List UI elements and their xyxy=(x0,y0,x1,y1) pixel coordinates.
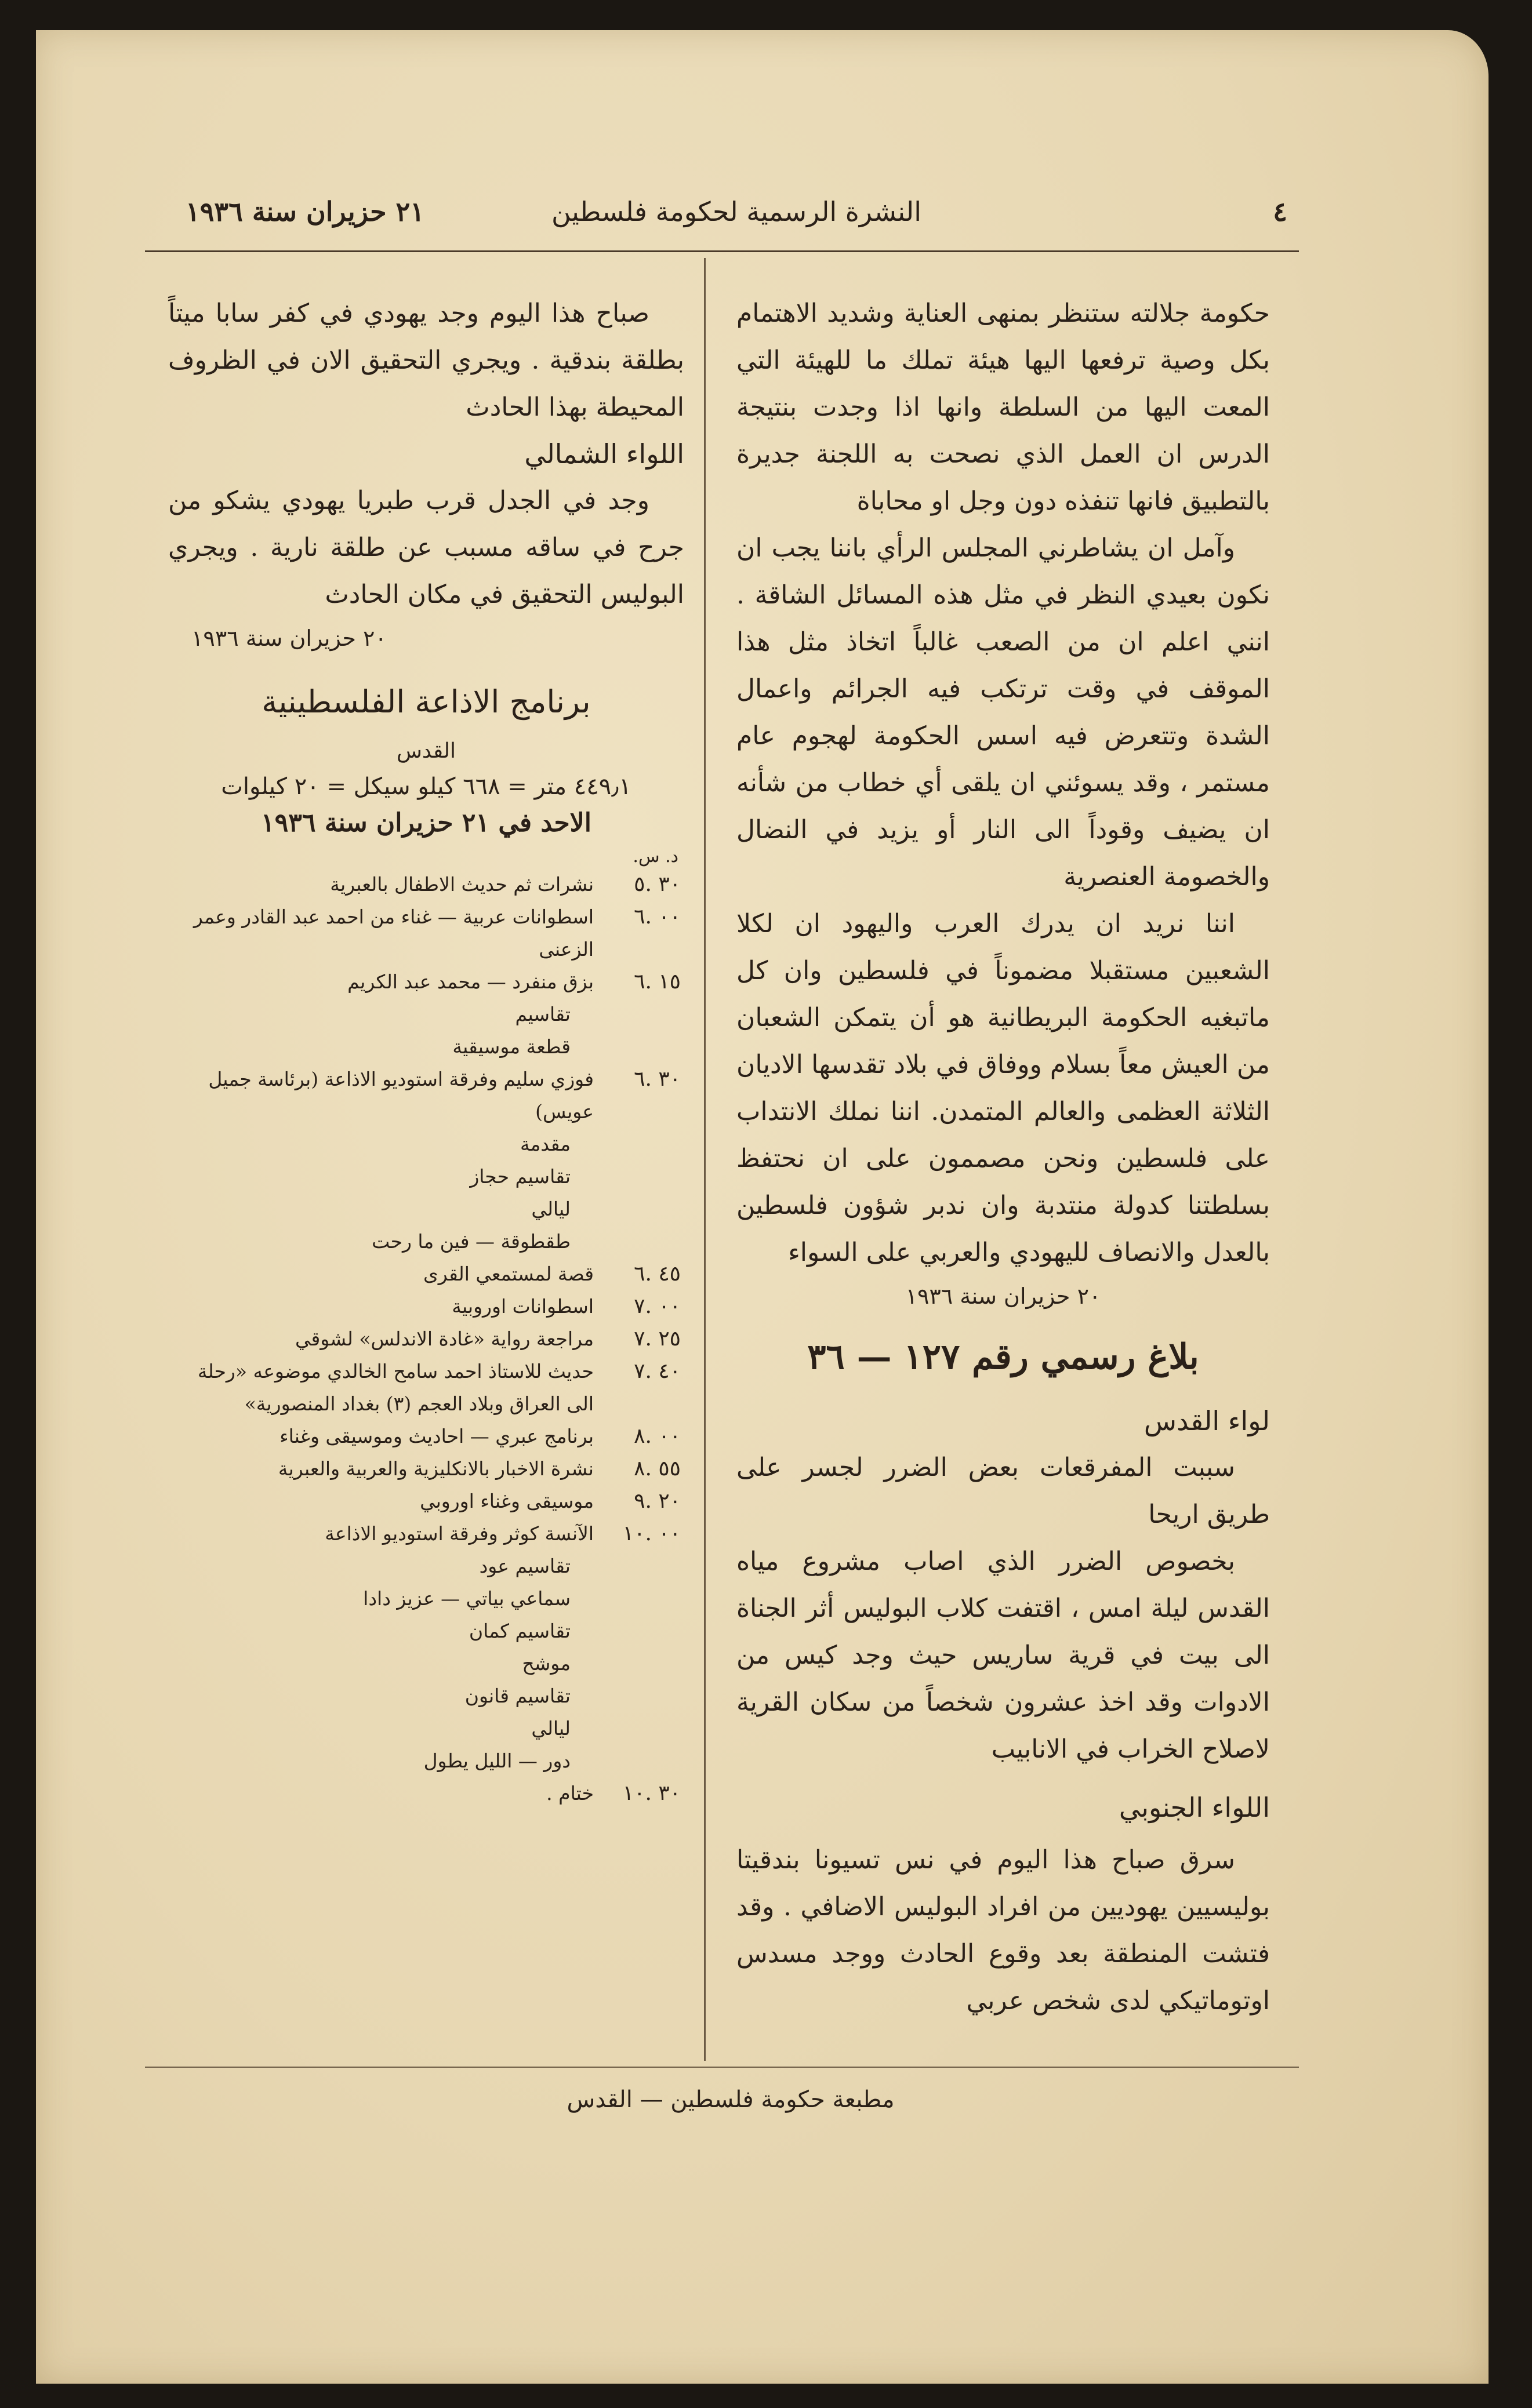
schedule-item: الآنسة كوثر وفرقة استوديو الاذاعة xyxy=(325,1522,594,1545)
schedule-row xyxy=(168,1258,684,1290)
page-number: ٤ xyxy=(1273,196,1287,227)
radio-city: القدس xyxy=(396,739,456,763)
dateline: ٢٠ حزيران سنة ١٩٣٦ xyxy=(191,625,387,651)
schedule-row xyxy=(168,966,684,998)
footer-rule xyxy=(145,2067,1299,2068)
right-column xyxy=(736,290,1270,2024)
schedule-item: مراجعة رواية «غادة الاندلس» لشوقي xyxy=(295,1327,594,1350)
communique-title: بلاغ رسمي رقم ١٢٧ — ٣٦ xyxy=(807,1337,1199,1377)
district-heading: لواء القدس xyxy=(1143,1405,1270,1436)
district-heading: اللواء الجنوبي xyxy=(1119,1792,1270,1823)
paragraph: سرق صباح هذا اليوم في نس تسيونا بندقيتا بوليسيين يهوديين من افراد البوليس الاضافي . وقد فتشت المنطقة بعد وقوع الحادث ووجد مسدس اوتوماتيكي لدى شخص عربي xyxy=(736,1845,1270,2016)
schedule-row xyxy=(168,1583,684,1615)
schedule-item: تقاسيم حجاز xyxy=(470,1165,571,1188)
schedule-item: ختام . xyxy=(546,1782,594,1805)
schedule-item: طقطوقة — فين ما رحت xyxy=(372,1230,571,1253)
schedule-item: اسطوانات عربية — غناء من احمد عبد القادر وعمر الزعنى xyxy=(193,905,594,961)
schedule-time: ٣٠ .١٠ xyxy=(622,1781,681,1805)
radio-schedule xyxy=(168,845,684,1810)
schedule-time: ٢٠ .٩ xyxy=(634,1489,681,1513)
schedule-row xyxy=(168,1712,684,1745)
schedule-time: ٠٠ .٧ xyxy=(634,1294,681,1318)
schedule-time: ٤٠ .٧ xyxy=(634,1359,681,1383)
district-heading: اللواء الشمالي xyxy=(524,438,684,470)
paragraph: اننا نريد ان يدرك العرب واليهود ان لكلا الشعبين مستقبلا مضموناً في فلسطين وان كل ماتبغيه الحكومة البريطانية هو أن يتمكن الشعبان من العيش معاً بسلام ووفاق في بلاد تقدسها الاديان الثلاثة العظمى والعالم المتمدن. اننا نملك الانتداب على فلسطين ونحن مصممون على ان نحتفظ بسلطتنا كدولة منتدبة وان ندبر شؤون فلسطين بالعدل والانصاف لليهودي والعربي على السواء xyxy=(736,909,1270,1267)
header-rule xyxy=(145,250,1299,252)
paragraph: صباح هذا اليوم وجد يهودي في كفر سابا ميتاً بطلقة بندقية . ويجري التحقيق الان في الظروف المحيطة بهذا الحادث xyxy=(168,299,684,422)
schedule-item: اسطوانات اوروبية xyxy=(452,1295,594,1318)
schedule-time: ٤٥ .٦ xyxy=(634,1262,681,1286)
schedule-time: ٠٠ .١٠ xyxy=(622,1522,681,1545)
schedule-row xyxy=(168,1193,684,1225)
paragraph: وجد في الجدل قرب طبريا يهودي يشكو من جرح في ساقه مسبب عن طلقة نارية . ويجري البوليس التحقيق في مكان الحادث xyxy=(168,486,684,609)
schedule-row xyxy=(168,1355,684,1420)
schedule-item: نشرات ثم حديث الاطفال بالعبرية xyxy=(330,873,594,896)
paragraph: وآمل ان يشاطرني المجلس الرأي باننا يجب ان نكون بعيدي النظر في مثل هذه المسائل الشاقة . انني اعلم ان من الصعب غالباً اتخاذ مثل هذا الموقف في وقت ترتكب فيه الجرائم واعمال الشدة وتتعرض فيه اسس الحكومة لهجوم عام مستمر ، وقد يسوئني ان يلقى أي خطاب من شأنه ان يضيف وقوداً الى النار أو يزيد في النضال والخصومة العنصرية xyxy=(736,533,1270,892)
schedule-time: ٠٠ .٦ xyxy=(634,905,681,929)
radio-program-title: برنامج الاذاعة الفلسطينية xyxy=(262,683,591,720)
header-date: ٢١ حزيران سنة ١٩٣٦ xyxy=(186,196,424,227)
schedule-time: ١٥ .٦ xyxy=(634,970,681,994)
schedule-rows xyxy=(168,868,684,1810)
schedule-item: مقدمة xyxy=(520,1133,571,1155)
schedule-time: ٣٠ .٦ xyxy=(634,1067,681,1091)
schedule-row xyxy=(168,1420,684,1453)
radio-frequency: ٤٤٩٫١ متر = ٦٦٨ كيلو سيكل = ٢٠ كيلوات xyxy=(221,773,631,800)
schedule-row xyxy=(168,1063,684,1128)
schedule-item: حديث للاستاذ احمد سامح الخالدي موضوعه «رحلة الى العراق وبلاد العجم (٣) بغداد المنصورية» xyxy=(197,1360,594,1415)
schedule-item: ليالي xyxy=(531,1198,571,1220)
page-header xyxy=(151,191,1287,232)
schedule-row xyxy=(168,998,684,1031)
schedule-row xyxy=(168,1290,684,1323)
schedule-item: فوزي سليم وفرقة استوديو الاذاعة (برئاسة جميل عويس) xyxy=(208,1068,594,1123)
schedule-row xyxy=(168,1680,684,1712)
schedule-item: تقاسيم xyxy=(515,1003,571,1025)
paragraph: بخصوص الضرر الذي اصاب مشروع مياه القدس ليلة امس ، اقتفت كلاب البوليس أثر الجناة الى بيت في قرية ساريس حيث وجد كيس من الادوات وقد اخذ عشرون شخصاً من سكان القرية لاصلاح الخراب في الانابيب xyxy=(736,1547,1270,1764)
schedule-item: بزق منفرد — محمد عبد الكريم xyxy=(347,970,594,993)
schedule-item: تقاسيم كمان xyxy=(469,1620,571,1642)
schedule-item: برنامج عبري — احاديث وموسيقى وغناء xyxy=(279,1425,594,1447)
schedule-item: تقاسيم عود xyxy=(479,1555,571,1577)
schedule-time: ٥٥ .٨ xyxy=(634,1457,681,1481)
dateline: ٢٠ حزيران سنة ١٩٣٦ xyxy=(905,1283,1101,1309)
schedule-item: ليالي xyxy=(531,1717,571,1740)
schedule-item: موسيقى وغناء اوروبي xyxy=(420,1490,594,1512)
time-column-header: د. س. xyxy=(633,846,678,867)
left-column xyxy=(168,290,684,1810)
schedule-row xyxy=(168,1225,684,1258)
schedule-item: قصة لمستمعي القرى xyxy=(423,1263,594,1285)
paragraph: حكومة جلالته ستنظر بمنهى العناية وشديد الاهتمام بكل وصية ترفعها اليها هيئة تملك ما للهيئة التي المعت اليها من السلطة وانها اذا وجدت بنتيجة الدرس ان العمل الذي نصحت به اللجنة جديرة بالتطبيق فانها تنفذه دون وجل او محاباة xyxy=(736,299,1270,516)
schedule-time: ٢٥ .٧ xyxy=(634,1327,681,1351)
schedule-row xyxy=(168,1647,684,1680)
schedule-item: موشح xyxy=(522,1652,571,1675)
schedule-item: قطعة موسيقية xyxy=(452,1035,571,1058)
schedule-row xyxy=(168,1453,684,1485)
schedule-row xyxy=(168,901,684,966)
schedule-item: دور — الليل يطول xyxy=(423,1749,571,1772)
schedule-row xyxy=(168,1777,684,1810)
paragraph: سببت المفرقعات بعض الضرر لجسر على طريق اريحا xyxy=(736,1453,1270,1529)
printer-footer: مطبعة حكومة فلسطين — القدس xyxy=(567,2086,895,2113)
schedule-row xyxy=(168,1615,684,1647)
schedule-header xyxy=(168,845,684,868)
schedule-time: ٠٠ .٨ xyxy=(634,1424,681,1448)
schedule-row xyxy=(168,1745,684,1777)
schedule-row xyxy=(168,1031,684,1063)
schedule-row xyxy=(168,1161,684,1193)
radio-date: الاحد في ٢١ حزيران سنة ١٩٣٦ xyxy=(261,808,591,838)
gazette-title: النشرة الرسمية لحكومة فلسطين xyxy=(551,196,921,227)
schedule-row xyxy=(168,1518,684,1550)
schedule-row xyxy=(168,868,684,901)
schedule-item: سماعي بياتي — عزيز دادا xyxy=(363,1587,571,1610)
schedule-item: نشرة الاخبار بالانكليزية والعربية والعبرية xyxy=(278,1457,594,1480)
schedule-item: تقاسيم قانون xyxy=(464,1685,571,1707)
schedule-row xyxy=(168,1485,684,1518)
schedule-row xyxy=(168,1323,684,1355)
schedule-row xyxy=(168,1550,684,1583)
schedule-time: ٣٠ .٥ xyxy=(634,872,681,896)
schedule-row xyxy=(168,1128,684,1161)
column-divider xyxy=(704,258,706,2061)
